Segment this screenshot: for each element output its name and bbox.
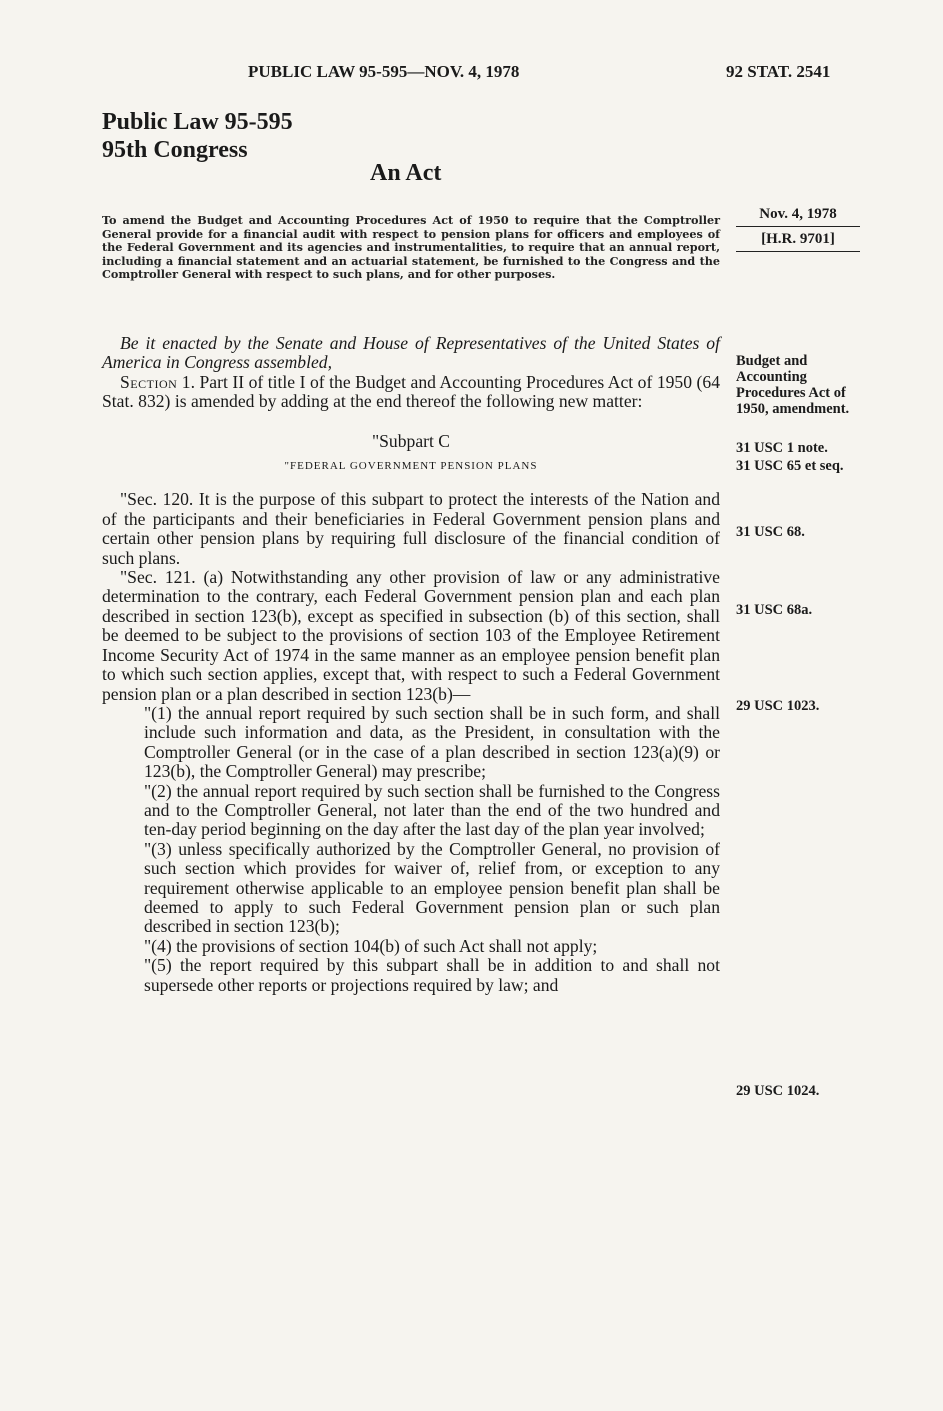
paragraph-5: "(5) the report required by this subpart shall be in addition to and shall not supersede other reports or projections required by law; and [144,955,720,995]
section-1-text: 1. Part II of title I of the Budget and Accounting Procedures Act of 1950 (64 Stat. 832) is amended by adding at the end thereof the following new matter: [102,371,720,412]
bill-number: [H.R. 9701] [736,227,860,252]
margin-note-31usc1: 31 USC 1 note. [736,440,828,456]
margin-note-29usc1024: 29 USC 1024. [736,1083,820,1099]
margin-date-block [736,206,860,252]
paragraph-1: "(1) the annual report required by such section shall be in such form, and shall include such information and data, as the President, in consultation with the Comptroller General (or in the case of a plan described in section 123(a)(9) or 123(b), the Comptroller General) may prescribe; [144,702,720,782]
subpart-title: "FEDERAL GOVERNMENT PENSION PLANS [284,460,538,473]
section-label: Section [120,371,178,392]
long-title-text: To amend the Budget and Accounting Procedures Act of 1950 to require that the Comptroller General provide for a financial audit with respect to pension plans for officers and employees of the Federal Government and its agencies and instrumentalities, to require that an annual report, including a financial statement and an actuarial statement, be furnished to the Congress and the Comptroller General with respect to such plans, and for other purposes. [102,213,720,282]
enacting-clause: Be it enacted by the Senate and House of Representatives of the United States of America in Congress assembled, [102,333,720,373]
margin-note-31usc65: 31 USC 65 et seq. [736,458,844,474]
law-identifier [102,108,293,164]
main-body [102,334,720,995]
long-title [102,214,720,282]
margin-note-31usc68a: 31 USC 68a. [736,602,813,618]
subpart-heading: "Subpart C [371,430,451,451]
paragraph-2: "(2) the annual report required by such section shall be furnished to the Congress and to the Comptroller General, not later than the end of the two hundred and ten-day period beginning on the day after the last day of the plan year involved; [144,780,720,840]
header-citation: PUBLIC LAW 95-595—NOV. 4, 1978 [248,62,520,81]
section-1 [102,373,720,412]
an-act-heading: An Act [370,160,442,186]
margin-note-budget: Budget and Accounting Procedures Act of 1950, amendment. [736,353,850,417]
section-120: "Sec. 120. It is the purpose of this subpart to protect the interests of the Nation and of the participants and their beneficiaries in Federal Government pension plans and certain other pension plans by requiring full disclosure of the financial condition of such plans. [102,489,720,568]
paragraph-4: "(4) the provisions of section 104(b) of such Act shall not apply; [144,935,598,956]
margin-note-29usc1023: 29 USC 1023. [736,698,820,714]
margin-note-31usc68: 31 USC 68. [736,524,805,540]
section-121: "Sec. 121. (a) Notwithstanding any other provision of law or any administrative determination to the contrary, each Federal Government pension plan and each plan described in section 123(b), except as specified in subsection (b) of this section, shall be deemed to be subject to the provisions of section 103 of the Employee Retirement Income Security Act of 1974 in the same manner as an employee pension benefit plan to which such section applies, except that, with respect to such a Federal Government pension plan or a plan described in section 123(b)— [102,567,720,704]
law-number: Public Law 95-595 [102,109,293,135]
enactment-date: Nov. 4, 1978 [736,206,860,227]
congress-number: 95th Congress [102,137,248,163]
paragraph-3: "(3) unless specifically authorized by the Comptroller General, no provision of such section which provides for waiver of, relief from, or exception to any requirement otherwise applicable to an employee pension benefit plan shall be deemed to apply to such Federal Government pension plan or such plan described in section 123(b); [144,838,720,937]
header-stat-page: 92 STAT. 2541 [726,62,831,81]
